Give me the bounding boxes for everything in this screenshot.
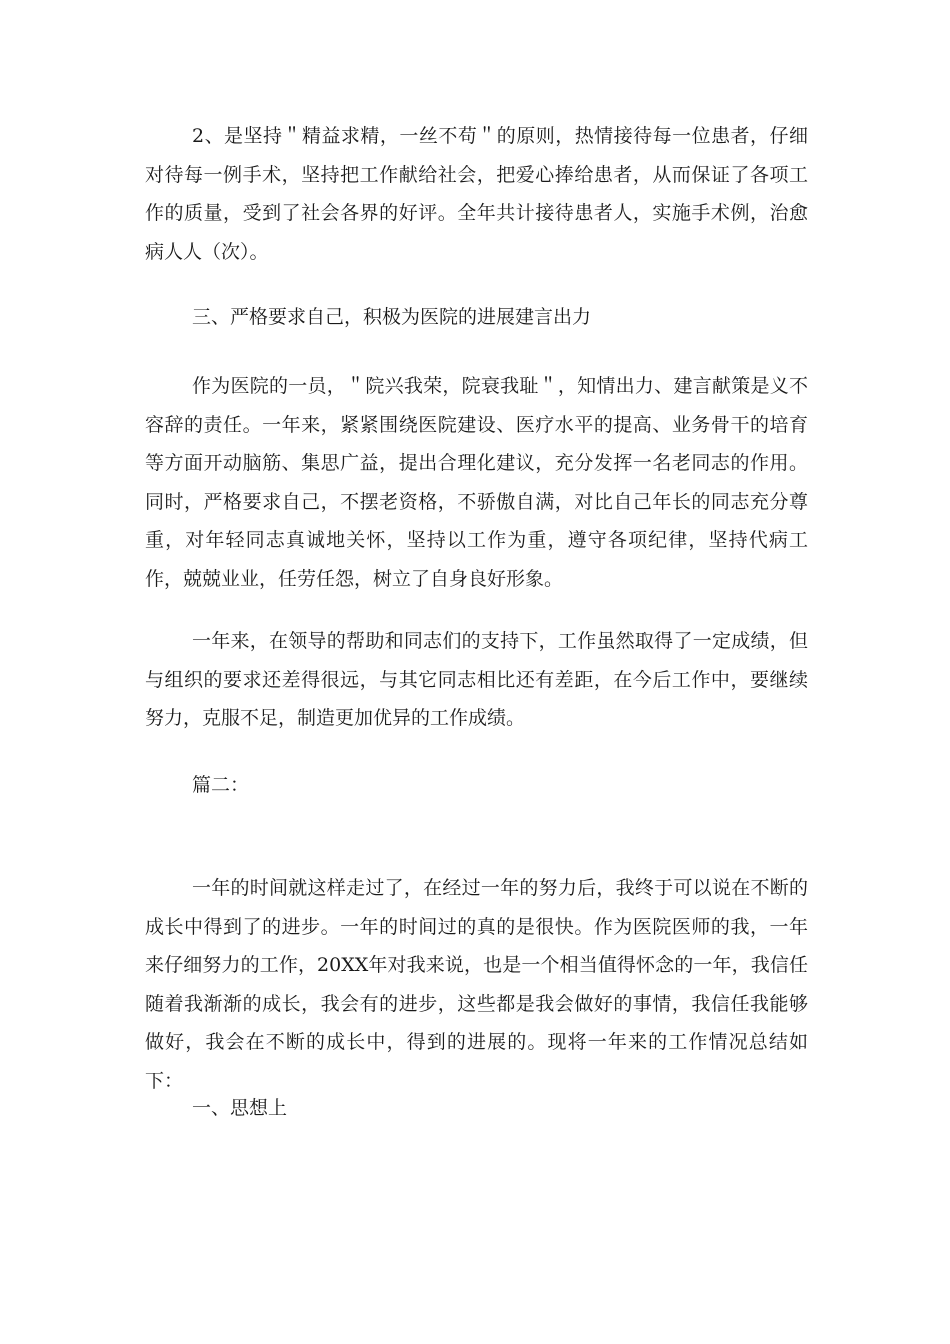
paragraph-summary: 一年来，在领导的帮助和同志们的支持下，工作虽然取得了一定成绩，但与组织的要求还差得很远，与其它同志相比还有差距，在今后工作中，要继续努力，克服不足，制造更加优异的工作成绩。 — [145, 630, 808, 729]
paragraph-year-review: 一年的时间就这样走过了，在经过一年的努力后，我终于可以说在不断的成长中得到了的进步。一年的时间过的真的是很快。作为医院医师的我，一年来仔细努力的工作，20XX年对我来说，也是一个相当值得怀念的一年，我信任随着我渐渐的成长，我会有的进步，这些都是我会做好的事情，我信任我能够做好，我会在不断的成长中，得到的进展的。现将一年来的工作情况总结如下： — [145, 877, 808, 1092]
paragraph-principle: 2、是坚持＂精益求精，一丝不苟＂的原则，热情接待每一位患者，仔细对待每一例手术，坚持把工作献给社会，把爱心捧给患者，从而保证了各项工作的质量，受到了社会各界的好评。全年共计接待患者人，实施手术例，治愈病人人（次）。 — [145, 125, 808, 263]
section-heading-strict-requirements: 三、严格要求自己，积极为医院的进展建言出力 — [192, 306, 592, 328]
section-heading-ideology: 一、思想上 — [192, 1097, 288, 1119]
section-label-part-two: 篇二： — [192, 774, 250, 796]
paragraph-hospital-member: 作为医院的一员，＂院兴我荣，院衰我耻＂，知情出力、建言献策是义不容辞的责任。一年来，紧紧围绕医院建设、医疗水平的提高、业务骨干的培育等方面开动脑筋、集思广益，提出合理化建议，充分发挥一名老同志的作用。同时，严格要求自己，不摆老资格，不骄傲自满，对比自己年长的同志充分尊重，对年轻同志真诚地关怀，坚持以工作为重，遵守各项纪律，坚持代病工作，兢兢业业，任劳任怨，树立了自身良好形象。 — [145, 375, 808, 590]
